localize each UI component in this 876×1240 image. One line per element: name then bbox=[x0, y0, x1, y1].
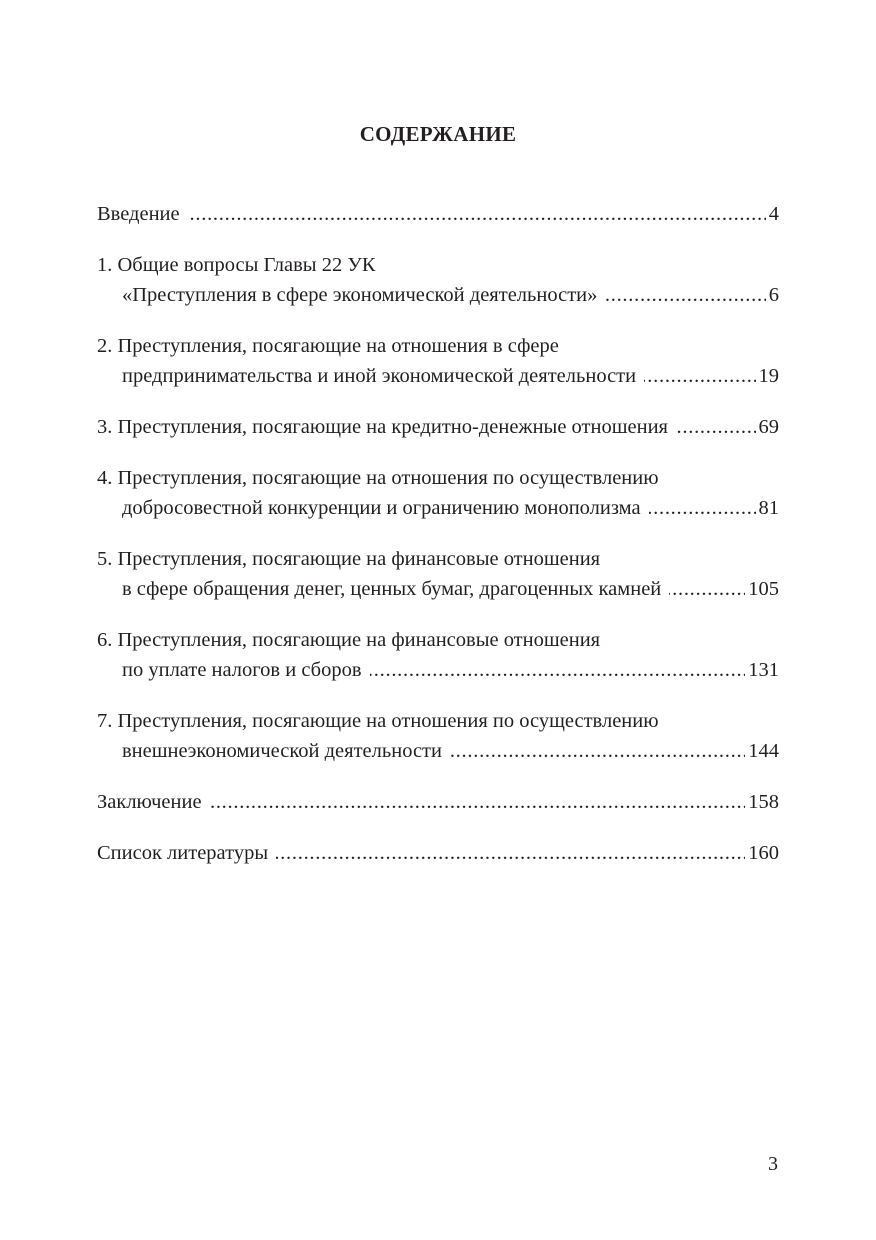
page-title: СОДЕРЖАНИЕ bbox=[359, 122, 517, 146]
toc-entry-title: 2. Преступления, посягающие на отношения в сфере bbox=[97, 335, 559, 357]
toc-entry-chapter-1 bbox=[97, 250, 779, 310]
toc-entry-page: 158 bbox=[748, 791, 779, 813]
toc-entry-title-continuation: по уплате налогов и сборов bbox=[122, 659, 362, 681]
toc-entry-title: 1. Общие вопросы Главы 22 УК bbox=[97, 254, 376, 276]
toc-entry-page: 19 bbox=[758, 365, 779, 387]
toc-entry-introduction bbox=[97, 199, 779, 229]
dot-leader bbox=[370, 655, 746, 685]
page-number: 3 bbox=[768, 1153, 778, 1175]
toc-entry-page: 69 bbox=[758, 416, 779, 438]
toc-entry-title-continuation: предпринимательства и иной экономической деятельности bbox=[122, 365, 637, 387]
toc-entry-title: Введение bbox=[97, 203, 180, 225]
toc-entry-title: 6. Преступления, посягающие на финансовые отношения bbox=[97, 629, 601, 651]
toc-entry-title: 4. Преступления, посягающие на отношения по осуществлению bbox=[97, 467, 659, 489]
toc-entry-title-continuation: добросовестной конкуренции и ограничению монополизма bbox=[122, 497, 641, 519]
toc-entry-chapter-7 bbox=[97, 706, 779, 766]
toc-entry-title: 3. Преступления, посягающие на кредитно-денежные отношения bbox=[97, 416, 668, 438]
toc-entry-page: 4 bbox=[768, 203, 779, 225]
toc-entry-page: 160 bbox=[748, 842, 779, 864]
toc-entry-chapter-4 bbox=[97, 463, 779, 523]
toc-entry-chapter-3 bbox=[97, 412, 779, 442]
toc-entry-title: 7. Преступления, посягающие на отношения по осуществлению bbox=[97, 710, 659, 732]
toc-entry-chapter-5 bbox=[97, 544, 779, 604]
toc-entry-page: 144 bbox=[748, 740, 779, 762]
toc-entry-page: 131 bbox=[748, 659, 779, 681]
toc-entry-title-continuation: «Преступления в сфере экономической деятельности» bbox=[122, 284, 598, 306]
toc-entry-bibliography bbox=[97, 838, 779, 868]
dot-leader bbox=[605, 280, 765, 310]
table-of-contents bbox=[97, 199, 779, 868]
toc-entry-page: 81 bbox=[758, 497, 779, 519]
toc-entry-chapter-2 bbox=[97, 331, 779, 391]
dot-leader bbox=[450, 736, 745, 766]
toc-entry-chapter-6 bbox=[97, 625, 779, 685]
toc-entry-title: Заключение bbox=[97, 791, 202, 813]
toc-entry-title-continuation: внешнеэкономической деятельности bbox=[122, 740, 442, 762]
dot-leader bbox=[649, 493, 756, 523]
toc-entry-page: 105 bbox=[748, 578, 779, 600]
toc-entry-title: Список литературы bbox=[97, 842, 269, 864]
toc-entry-title-continuation: в сфере обращения денег, ценных бумаг, драгоценных камней bbox=[122, 578, 662, 600]
toc-entry-conclusion bbox=[97, 787, 779, 817]
toc-entry-title: 5. Преступления, посягающие на финансовые отношения bbox=[97, 548, 601, 570]
toc-entry-page: 6 bbox=[768, 284, 779, 306]
dot-leader bbox=[276, 838, 745, 868]
dot-leader bbox=[669, 574, 745, 604]
dot-leader bbox=[644, 361, 755, 391]
dot-leader bbox=[188, 199, 766, 229]
dot-leader bbox=[210, 787, 746, 817]
dot-leader bbox=[676, 412, 756, 442]
